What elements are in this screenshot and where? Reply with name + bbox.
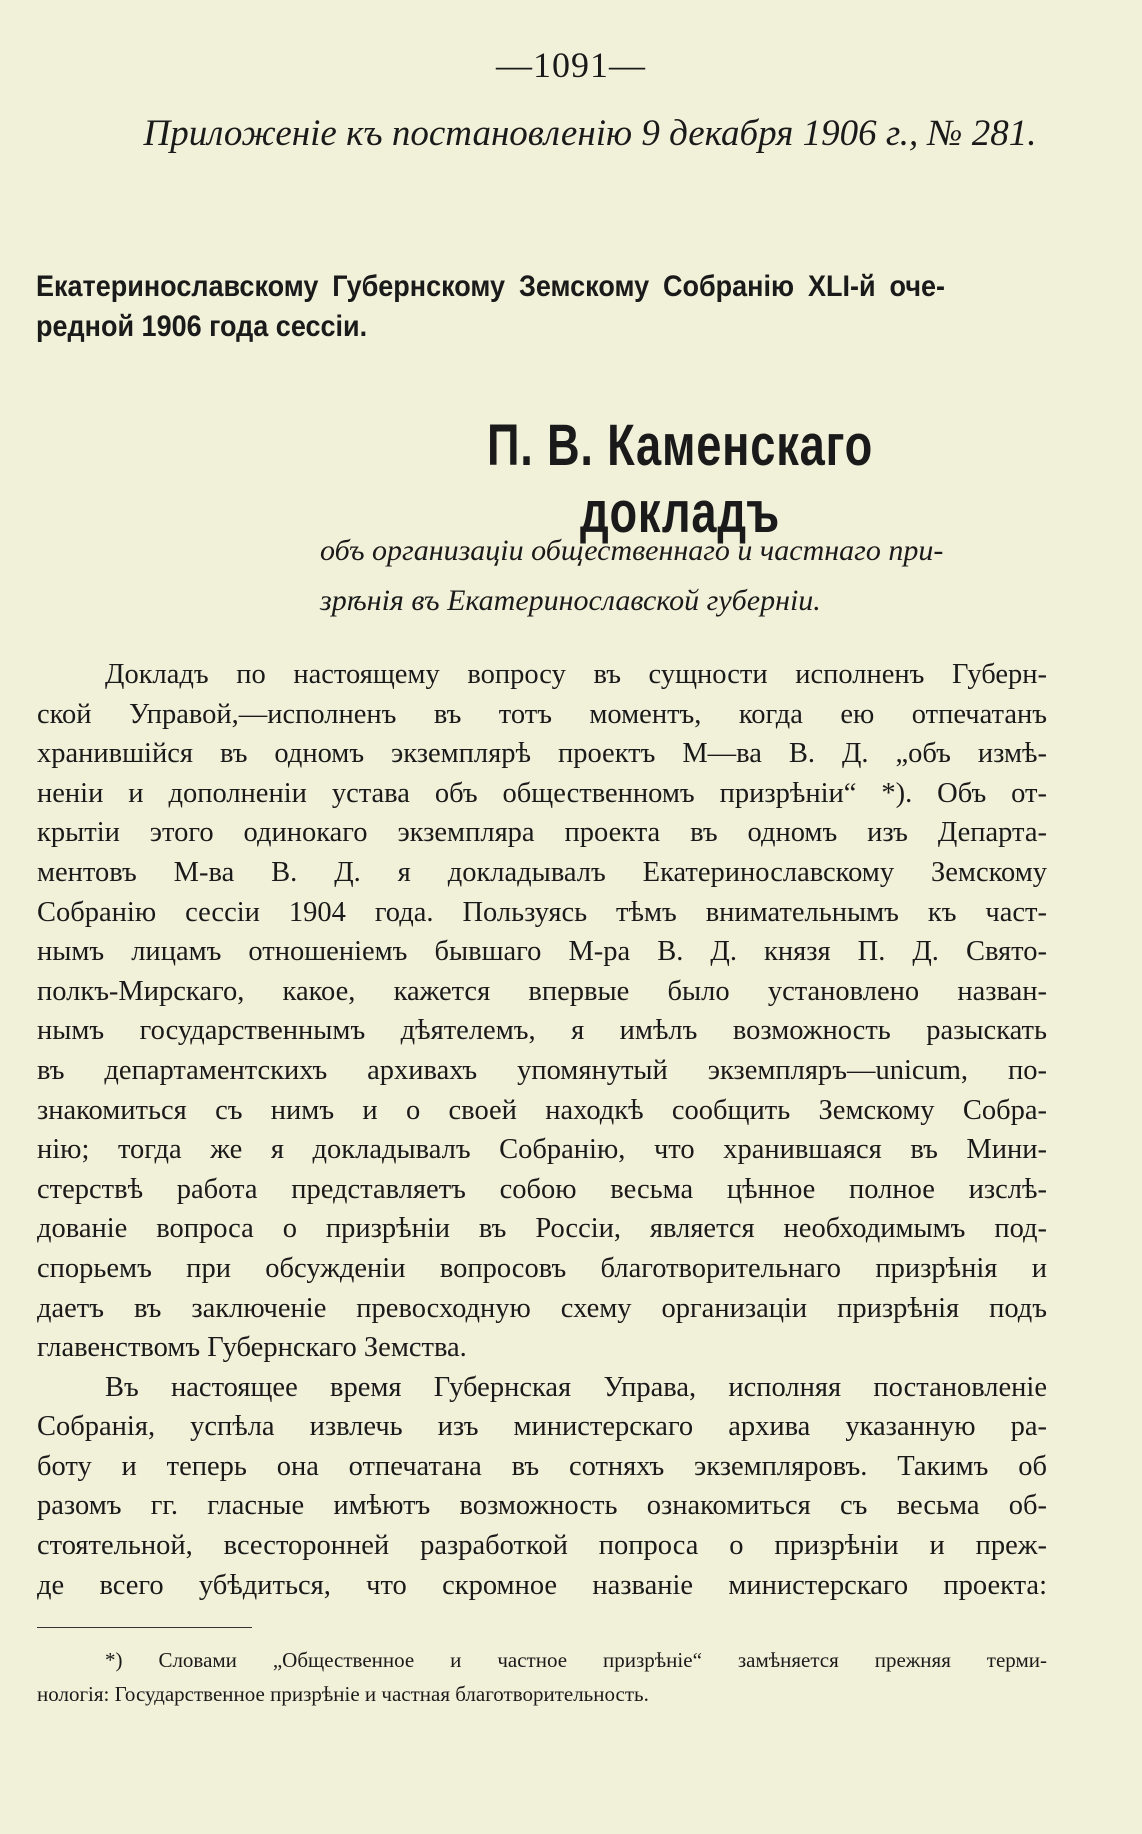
report-subtitle [320,526,1040,626]
text-line: Въ настоящее время Губернская Управа, исполняя постановленіе [105,1371,1047,1403]
text-line: дованіе вопроса о призрѣніи въ Россіи, является необходимымъ под- [37,1213,1047,1245]
footnote-line: *) Словами „Общественное и частное призрѣніе“ замѣняется прежняя терми- [105,1648,1047,1672]
text-line: неніи и дополненіи устава объ общественномъ призрѣніи“ *). Объ от- [37,777,1047,809]
subtitle-line: объ организаціи общественнаго и частнаго при- [320,534,944,567]
appendix-heading: Приложеніе къ постановленію 9 декабря 1906 г., № 281. [143,113,1037,154]
text-line: нію; тогда же я докладывалъ Собранію, что хранившаяся въ Мини- [37,1134,1047,1166]
text-line: даетъ въ заключеніе превосходную схему организаціи призрѣнія подъ [37,1292,1047,1324]
addressee-heading [36,262,945,341]
text-line: нымъ лицамъ отношеніемъ бывшаго М-ра В. Д. князя П. Д. Свято- [37,936,1047,968]
text-line: ской Управой,—исполненъ въ тотъ моментъ, когда ею отпечатанъ [37,698,1047,730]
text-line: главенствомъ Губернскаго Земства. [37,1332,467,1364]
page-number: —1091— [496,45,646,85]
text-line: полкъ-Мирскаго, какое, кажется впервые было установлено назван- [37,975,1047,1007]
subtitle-line: зрѣнія въ Екатеринославской губерніи. [320,584,821,617]
footnote [37,1643,1047,1711]
text-line: знакомиться съ нимъ и о своей находкѣ сообщить Земскому Собра- [37,1094,1047,1126]
body-text [37,655,1047,1605]
text-line: стерствѣ работа представляетъ собою весьма цѣнное полное изслѣ- [37,1173,1047,1205]
text-line: разомъ гг. гласные имѣютъ возможность ознакомиться съ весьма об- [37,1490,1047,1522]
text-line: де всего убѣдиться, что скромное названіе министерскаго проекта: [37,1569,1047,1601]
text-line: боту и теперь она отпечатана въ сотняхъ экземпляровъ. Такимъ об [37,1450,1047,1482]
report-title: П. В. Каменскаго докладъ [486,413,874,545]
paragraph-1 [37,655,1047,1368]
paragraph-2 [37,1368,1047,1606]
text-line: спорьемъ при обсужденіи вопросовъ благотворительнаго призрѣнія и [37,1252,1047,1284]
text-line: въ департаментскихъ архивахъ упомянутый экземпляръ—unicum, по- [37,1054,1047,1086]
text-line: Докладъ по настоящему вопросу въ сущности исполненъ Губерн- [105,659,1047,690]
text-line: стоятельной, всесторонней разработкой попроса о призрѣніи и преж- [37,1530,1047,1562]
text-line: крытіи этого одинокаго экземпляра проекта въ одномъ изъ Департа- [37,817,1047,849]
text-line: нымъ государственнымъ дѣятелемъ, я имѣлъ возможность разыскать [37,1015,1047,1047]
addressee-line: редной 1906 года сессіи. [36,309,368,343]
text-line: ментовъ М-ва В. Д. я докладывалъ Екатеринославскому Земскому [37,856,1047,888]
footnote-line: нологія: Государственное призрѣніе и частная благотворительность. [37,1682,649,1706]
text-line: Собранію сессіи 1904 года. Пользуясь тѣмъ внимательнымъ къ част- [37,896,1047,928]
addressee-line: Екатеринославскому Губернскому Земскому Собранію XLI-й оче- [36,270,945,303]
text-line: Собранія, успѣла извлечь изъ министерскаго архива указанную ра- [37,1411,1047,1443]
footnote-divider [37,1627,252,1628]
text-line: хранившійся въ одномъ экземплярѣ проектъ М—ва В. Д. „объ измѣ- [37,738,1047,770]
